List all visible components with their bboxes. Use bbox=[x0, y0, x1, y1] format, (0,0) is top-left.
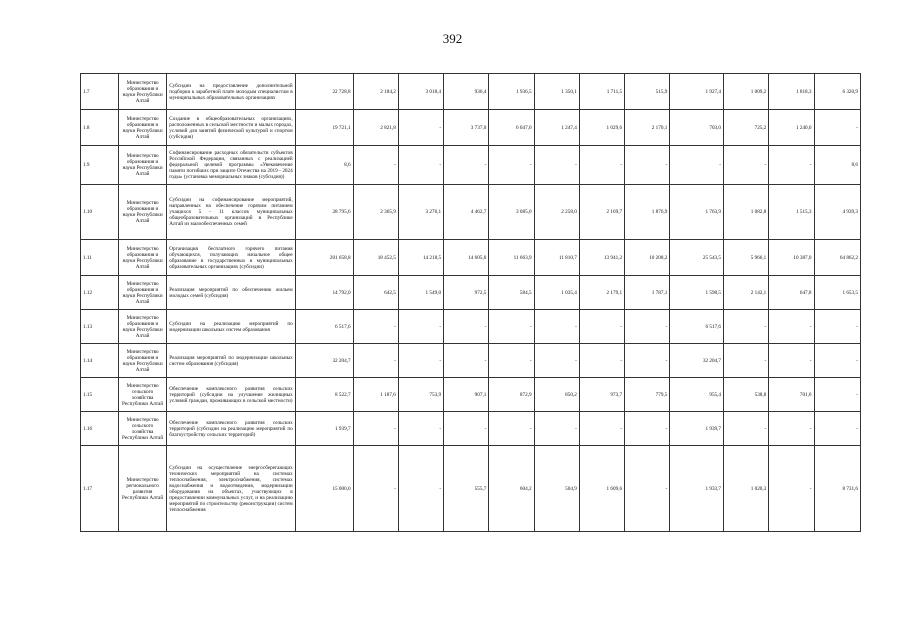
row-value-cell: 2 142,1 bbox=[724, 276, 769, 310]
row-value-cell: 504,9 bbox=[534, 446, 579, 532]
table-row bbox=[81, 310, 861, 344]
row-value-cell: - bbox=[534, 146, 579, 185]
row-value-cell: - bbox=[489, 344, 534, 378]
row-value-cell: 1 927,4 bbox=[670, 74, 724, 110]
row-value-cell: - bbox=[579, 310, 624, 344]
row-value-cell: 647,8 bbox=[769, 276, 814, 310]
row-value-cell: 64 862,2 bbox=[814, 240, 860, 276]
row-code: 1.17 bbox=[81, 446, 119, 532]
row-ministry: Министерство регионального развития Республики Алтай bbox=[118, 446, 166, 532]
row-ministry: Министерство образования и науки Республики Алтай bbox=[118, 146, 166, 185]
row-value-cell: - bbox=[769, 146, 814, 185]
row-value-cell: 3 737,0 bbox=[444, 110, 489, 146]
row-value-cell: 972,5 bbox=[444, 276, 489, 310]
table-row bbox=[81, 344, 861, 378]
row-value-cell: 15 000,0 bbox=[295, 446, 353, 532]
row-value-cell: 10 208,2 bbox=[625, 240, 670, 276]
row-description: Создание в общеобразовательных организациях, расположенных в сельской местности и малых городах, условий для занятий физической культурой и спортом (субсидия) bbox=[167, 110, 295, 146]
row-value-cell: 4 462,7 bbox=[444, 185, 489, 240]
table-row bbox=[81, 240, 861, 276]
row-ministry: Министерство образования и науки Республики Алтай bbox=[118, 240, 166, 276]
row-description: Субсидии на реализацию мероприятий по модернизации школьных систем образования bbox=[167, 310, 295, 344]
row-value-cell: - bbox=[814, 310, 860, 344]
row-value-cell: - bbox=[353, 310, 398, 344]
row-value-cell: - bbox=[444, 146, 489, 185]
row-value-cell: - bbox=[398, 310, 443, 344]
row-value-cell: 604,2 bbox=[489, 446, 534, 532]
row-value-cell: 1 653,5 bbox=[814, 276, 860, 310]
row-value-cell: 1 240,0 bbox=[769, 110, 814, 146]
row-value-cell: - bbox=[724, 146, 769, 185]
row-value-cell: 2 258,0 bbox=[534, 185, 579, 240]
row-value-cell: - bbox=[769, 344, 814, 378]
row-value-cell: 8 731,6 bbox=[814, 446, 860, 532]
row-value-cell: - bbox=[398, 446, 443, 532]
row-value-cell: 6 517,6 bbox=[670, 310, 724, 344]
row-value-cell: 8,6 bbox=[295, 146, 353, 185]
table-row bbox=[81, 378, 861, 412]
row-value-cell: 973,7 bbox=[579, 378, 624, 412]
row-value-cell: 2 365,9 bbox=[353, 185, 398, 240]
row-value-cell: 22 728,8 bbox=[295, 74, 353, 110]
row-value-cell: 872,9 bbox=[489, 378, 534, 412]
row-value-cell: 4 939,3 bbox=[814, 185, 860, 240]
row-value-cell: 1 020,3 bbox=[724, 446, 769, 532]
row-description: Софинансирование расходных обязательств субъектов Российской Федерации, связанных с реализацией федеральной целевой программы «Увековечение памяти погибших при защите Отечества на 2019 - 2024 годы» (установка мемориальных знаков (субсидия)) bbox=[167, 146, 295, 185]
row-value-cell: 18 452,5 bbox=[353, 240, 398, 276]
row-value-cell: 701,6 bbox=[769, 378, 814, 412]
row-value-cell: - bbox=[353, 446, 398, 532]
row-value-cell: - bbox=[579, 344, 624, 378]
row-value-cell: - bbox=[489, 412, 534, 446]
row-value-cell: - bbox=[353, 146, 398, 185]
row-value-cell: 1 035,4 bbox=[534, 276, 579, 310]
row-value-cell: 1 939,7 bbox=[670, 412, 724, 446]
row-value-cell: 6 047,0 bbox=[489, 110, 534, 146]
row-value-cell: 8 522,7 bbox=[295, 378, 353, 412]
row-value-cell: - bbox=[625, 344, 670, 378]
row-value-cell: 2 821,8 bbox=[353, 110, 398, 146]
row-code: 1.7 bbox=[81, 74, 119, 110]
row-value-cell: 850,2 bbox=[534, 378, 579, 412]
row-description: Организация бесплатного горячего питания обучающихся, получающих начальное общее образование в государственных и муниципальных образовательных организациях (субсидии) bbox=[167, 240, 295, 276]
row-value-cell: - bbox=[398, 412, 443, 446]
row-description: Субсидии на предоставление дополнительной подборки к заработной плате молодым специалистам в муниципальных образовательных организациях bbox=[167, 74, 295, 110]
row-code: 1.8 bbox=[81, 110, 119, 146]
row-value-cell: 1 763,9 bbox=[670, 185, 724, 240]
row-value-cell: 3 085,0 bbox=[489, 185, 534, 240]
row-value-cell: 725,2 bbox=[724, 110, 769, 146]
row-value-cell: - bbox=[398, 110, 443, 146]
row-value-cell: - bbox=[398, 146, 443, 185]
row-value-cell: - bbox=[814, 110, 860, 146]
row-value-cell: 6 320,9 bbox=[814, 74, 860, 110]
row-value-cell: 1 609,6 bbox=[579, 446, 624, 532]
row-value-cell: 1 936,5 bbox=[489, 74, 534, 110]
row-description: Обеспечение комплексного развития сельских территорий (субсидии на улучшение жилищных условий граждан, проживающих в сельской местности) bbox=[167, 378, 295, 412]
row-ministry: Министерство образования и науки Республики Алтай bbox=[118, 276, 166, 310]
row-value-cell: - bbox=[724, 344, 769, 378]
row-value-cell: - bbox=[625, 310, 670, 344]
row-value-cell: - bbox=[534, 412, 579, 446]
row-value-cell: - bbox=[444, 412, 489, 446]
row-description: Реализация мероприятий по модернизации школьных систем образования (субсидия) bbox=[167, 344, 295, 378]
row-code: 1.14 bbox=[81, 344, 119, 378]
row-value-cell: - bbox=[814, 344, 860, 378]
row-value-cell: 19 721,1 bbox=[295, 110, 353, 146]
row-description: Реализация мероприятий по обеспечению жильем молодых семей (субсидия) bbox=[167, 276, 295, 310]
row-description: Субсидии на софинансирование мероприятий, направленных на обеспечение горячим питанием учащихся 5 - 11 классов муниципальных общеобразовательных организаций в Республике Алтай из малообеспеченных семей bbox=[167, 185, 295, 240]
row-value-cell: 1 876,9 bbox=[625, 185, 670, 240]
row-value-cell: - bbox=[489, 310, 534, 344]
row-value-cell: - bbox=[353, 412, 398, 446]
row-value-cell: 703,0 bbox=[670, 110, 724, 146]
row-value-cell: 779,5 bbox=[625, 378, 670, 412]
row-value-cell: 1 549,0 bbox=[398, 276, 443, 310]
row-value-cell: - bbox=[670, 146, 724, 185]
row-code: 1.12 bbox=[81, 276, 119, 310]
row-ministry: Министерство образования и науки Республики Алтай bbox=[118, 110, 166, 146]
row-value-cell: - bbox=[625, 446, 670, 532]
row-value-cell: 14 218,5 bbox=[398, 240, 443, 276]
row-value-cell: 2 170,1 bbox=[625, 110, 670, 146]
row-value-cell: 515,9 bbox=[625, 74, 670, 110]
row-value-cell: 642,5 bbox=[353, 276, 398, 310]
row-value-cell: 1 711,5 bbox=[579, 74, 624, 110]
row-value-cell: - bbox=[769, 446, 814, 532]
row-ministry: Министерство образования и науки Республики Алтай bbox=[118, 344, 166, 378]
row-value-cell: 11 810,7 bbox=[534, 240, 579, 276]
row-value-cell: 14 605,0 bbox=[444, 240, 489, 276]
row-value-cell: - bbox=[398, 344, 443, 378]
row-value-cell: 10 387,0 bbox=[769, 240, 814, 276]
row-value-cell: - bbox=[534, 310, 579, 344]
row-value-cell: - bbox=[625, 412, 670, 446]
row-value-cell: - bbox=[444, 310, 489, 344]
row-value-cell: 1 818,3 bbox=[769, 74, 814, 110]
row-value-cell: 955,4 bbox=[670, 378, 724, 412]
row-ministry: Министерство сельского хозяйства Республики Алтай bbox=[118, 412, 166, 446]
row-value-cell: 1 350,1 bbox=[534, 74, 579, 110]
row-value-cell: 584,5 bbox=[489, 276, 534, 310]
row-code: 1.9 bbox=[81, 146, 119, 185]
row-value-cell: 13 941,2 bbox=[579, 240, 624, 276]
row-code: 1.15 bbox=[81, 378, 119, 412]
table-row bbox=[81, 185, 861, 240]
row-code: 1.10 bbox=[81, 185, 119, 240]
row-value-cell: 2 169,7 bbox=[579, 185, 624, 240]
row-value-cell: - bbox=[769, 412, 814, 446]
row-value-cell: - bbox=[489, 146, 534, 185]
row-value-cell: 1 247,4 bbox=[534, 110, 579, 146]
table-row bbox=[81, 110, 861, 146]
budget-table bbox=[80, 73, 861, 532]
row-value-cell: 1 009,2 bbox=[724, 74, 769, 110]
row-value-cell: 1 029,6 bbox=[579, 110, 624, 146]
row-value-cell: - bbox=[353, 344, 398, 378]
row-value-cell: 3 276,1 bbox=[398, 185, 443, 240]
row-value-cell: - bbox=[814, 412, 860, 446]
table-row bbox=[81, 412, 861, 446]
row-value-cell: - bbox=[814, 378, 860, 412]
row-value-cell: - bbox=[579, 412, 624, 446]
row-value-cell: 538,8 bbox=[724, 378, 769, 412]
row-value-cell: 11 663,9 bbox=[489, 240, 534, 276]
row-value-cell: 3 018,4 bbox=[398, 74, 443, 110]
row-value-cell: 32 204,7 bbox=[670, 344, 724, 378]
row-value-cell: 907,1 bbox=[444, 378, 489, 412]
row-value-cell: 1 515,3 bbox=[769, 185, 814, 240]
row-value-cell: - bbox=[579, 146, 624, 185]
row-value-cell: - bbox=[625, 146, 670, 185]
table-row bbox=[81, 276, 861, 310]
row-description: Субсидии на осуществление энергосберегающих технических мероприятий на системах теплоснабжения, электроснабжения, системах водоснабжения и водоотведения, модернизации оборудования на объектах, участвующих в предоставлении коммунальных услуг, и на реализацию мероприятий по строительству (реконструкции) систем теплоснабжения bbox=[167, 446, 295, 532]
table-row bbox=[81, 446, 861, 532]
row-code: 1.11 bbox=[81, 240, 119, 276]
table-row bbox=[81, 146, 861, 185]
row-ministry: Министерство сельского хозяйства Республики Алтай bbox=[118, 378, 166, 412]
page-number: 392 bbox=[442, 31, 463, 46]
row-value-cell: 1 598,5 bbox=[670, 276, 724, 310]
row-value-cell: - bbox=[724, 412, 769, 446]
row-value-cell: 1 082,8 bbox=[724, 185, 769, 240]
row-value-cell: 28 795,6 bbox=[295, 185, 353, 240]
row-value-cell: 1 787,1 bbox=[625, 276, 670, 310]
row-value-cell: 14 792,0 bbox=[295, 276, 353, 310]
row-value-cell: 8,6 bbox=[814, 146, 860, 185]
row-value-cell: 1 939,7 bbox=[295, 412, 353, 446]
row-description: Обеспечение комплексного развития сельских территорий (субсидии на реализацию мероприятий по благоустройству сельских территорий) bbox=[167, 412, 295, 446]
row-value-cell: 2 179,1 bbox=[579, 276, 624, 310]
row-value-cell: 6 517,6 bbox=[295, 310, 353, 344]
row-value-cell: 201 658,8 bbox=[295, 240, 353, 276]
row-value-cell: - bbox=[444, 344, 489, 378]
row-value-cell: 753,9 bbox=[398, 378, 443, 412]
row-ministry: Министерство образования и науки Республики Алтай bbox=[118, 310, 166, 344]
row-value-cell: 25 543,5 bbox=[670, 240, 724, 276]
row-ministry: Министерство образования и науки Республики Алтай bbox=[118, 185, 166, 240]
row-value-cell: 936,4 bbox=[444, 74, 489, 110]
row-code: 1.16 bbox=[81, 412, 119, 446]
row-value-cell: - bbox=[769, 310, 814, 344]
row-value-cell: 555,7 bbox=[444, 446, 489, 532]
row-value-cell: - bbox=[724, 310, 769, 344]
row-value-cell: 1 933,7 bbox=[670, 446, 724, 532]
table-row bbox=[81, 74, 861, 110]
row-value-cell: 2 184,2 bbox=[353, 74, 398, 110]
row-code: 1.13 bbox=[81, 310, 119, 344]
row-value-cell: - bbox=[534, 344, 579, 378]
row-value-cell: 32 204,7 bbox=[295, 344, 353, 378]
row-value-cell: 1 187,6 bbox=[353, 378, 398, 412]
row-value-cell: 5 966,1 bbox=[724, 240, 769, 276]
row-ministry: Министерство образования и науки Республики Алтай bbox=[118, 74, 166, 110]
